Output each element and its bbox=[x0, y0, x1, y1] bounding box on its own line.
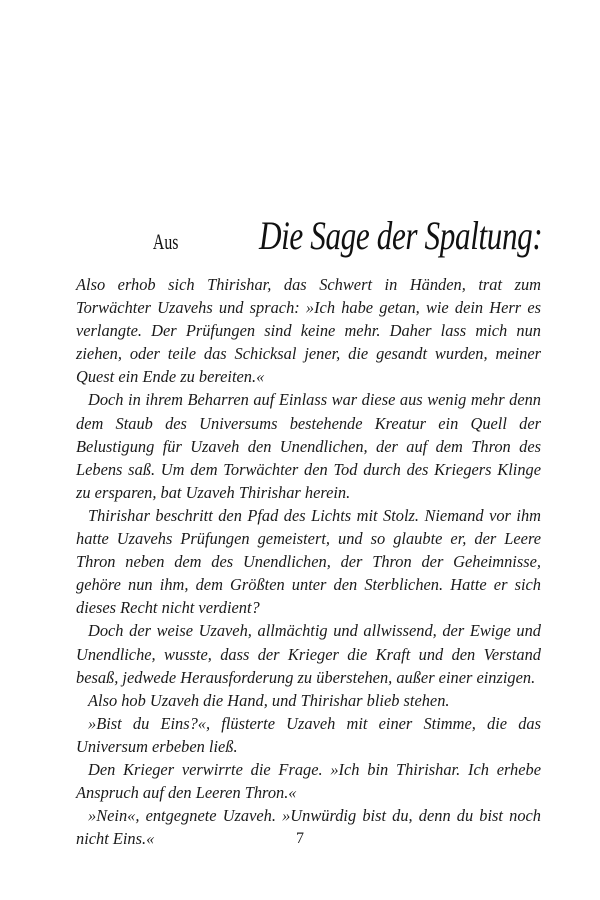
chapter-heading bbox=[143, 212, 542, 259]
paragraph: Thirishar beschritt den Pfad des Lichts mit Stolz. Niemand vor ihm hatte Uzavehs Prüfungen gemeistert, und so glaubte er, der Leere Thron neben dem des Unendlichen, der Thron der Geheimnisse, gehöre nun ihm, dem Größten unter den Sterblichen. Hatte er sich dieses Recht nicht verdient? bbox=[76, 505, 541, 618]
heading-prefix: Aus bbox=[153, 229, 179, 254]
paragraph: Doch in ihrem Beharren auf Einlass war diese aus wenig mehr denn dem Staub des Universums bestehende Kreatur ein Quell der Belustigung für Uzaveh den Unendlichen, der auf dem Thron des Lebens saß. Um dem Torwächter den Tod durch des Kriegers Klinge zu ersparen, bat Uzaveh Thirishar herein. bbox=[76, 390, 541, 502]
paragraph: Doch der weise Uzaveh, allmächtig und allwissend, der Ewige und Unendliche, wusste, dass der Krieger die Kraft und den Verstand besaß, jedwede Herausforderung zu überstehen, außer einer einzigen. bbox=[76, 621, 541, 687]
paragraph: Also erhob sich Thirishar, das Schwert in Händen, trat zum Torwächter Uzavehs und sprach: »Ich habe getan, wie dein Herr es verlangte. Der Prüfungen sind keine mehr. Daher lass mich nun ziehen, oder teile das Schicksal jener, die gesandt wurden, meiner Quest ein Ende zu bereiten.« bbox=[76, 275, 541, 387]
page-number: 7 bbox=[296, 830, 304, 847]
paragraph: »Bist du Eins?«, flüsterte Uzaveh mit einer Stimme, die das Universum erbeben ließ. bbox=[76, 713, 541, 756]
body-text bbox=[76, 273, 541, 850]
paragraph: Also hob Uzaveh die Hand, und Thirishar blieb stehen. bbox=[88, 690, 450, 710]
paragraph: Den Krieger verwirrte die Frage. »Ich bin Thirishar. Ich erhebe Anspruch auf den Leeren Thron.« bbox=[76, 759, 541, 803]
paragraph: »Nein«, entgegnete Uzaveh. »Unwürdig bist du, denn du bist noch nicht Eins.« bbox=[76, 806, 541, 849]
heading-title: Die Sage der Spaltung: bbox=[258, 213, 542, 258]
